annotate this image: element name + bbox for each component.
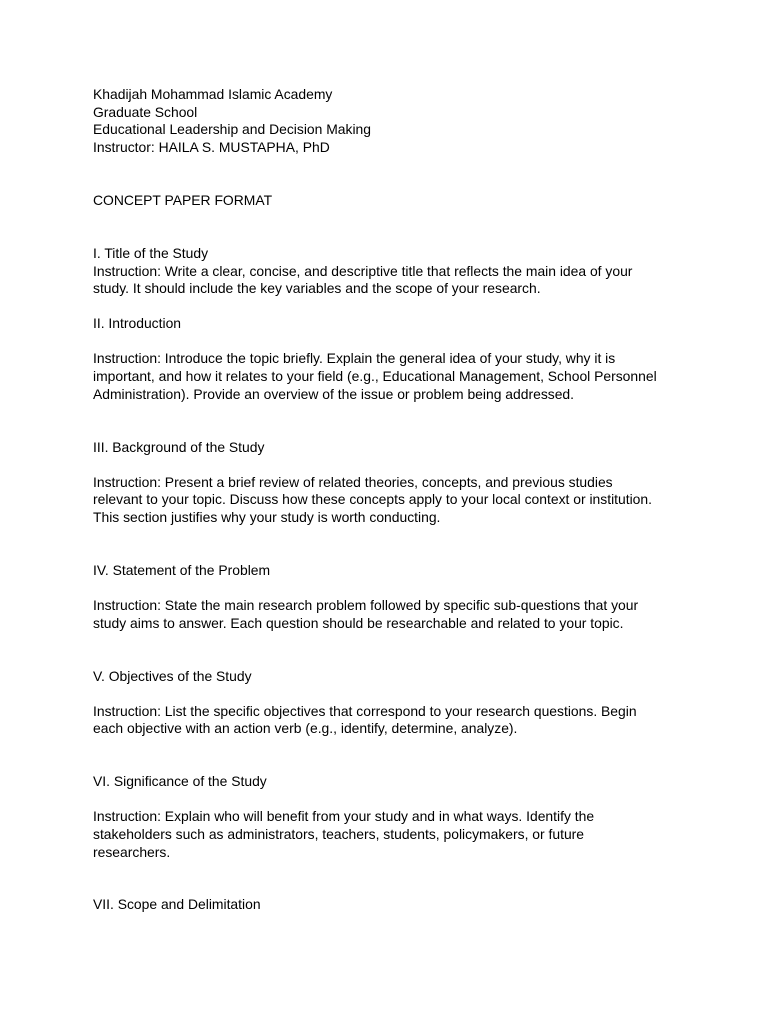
section-background [93,439,683,527]
section-significance [93,773,683,861]
instructor-name: Instructor: HAILA S. MUSTAPHA, PhD [93,139,330,156]
section-title-of-study [93,245,683,298]
section-heading: V. Objectives of the Study [93,667,252,684]
section-objectives [93,668,683,738]
document-header [93,86,683,157]
section-heading: III. Background of the Study [93,438,265,455]
section-instruction: Instruction: State the main research problem followed by specific sub-questions that your study aims to answer. Each question should be researchable and related to your topic. [93,596,639,631]
section-heading: I. Title of the Study [93,245,209,262]
section-scope-delimitation [93,896,683,914]
section-introduction [93,315,683,403]
document-page [93,86,683,914]
section-instruction: Instruction: Present a brief review of related theories, concepts, and previous studies relevant to your topic. Discuss how these concepts apply to your local context or institution. This section justifies why your study is worth conducting. [93,473,652,526]
section-heading: VII. Scope and Delimitation [93,896,261,913]
school-name: Graduate School [93,103,198,120]
section-heading: IV. Statement of the Problem [93,561,271,578]
section-heading: VI. Significance of the Study [93,773,267,790]
course-name: Educational Leadership and Decision Making [93,121,371,138]
section-instruction: Instruction: Explain who will benefit from your study and in what ways. Identify the stakeholders such as administrators, teachers, students, policymakers, or future researchers. [93,808,595,860]
section-instruction: Instruction: Introduce the topic briefly. Explain the general idea of your study, why it is important, and how it relates to your field (e.g., Educational Management, School Personnel Administration). Provide an overview of the issue or problem being addressed. [93,350,657,402]
section-instruction: Instruction: Write a clear, concise, and descriptive title that reflects the main idea of your study. It should include the key variables and the scope of your research. [93,262,633,297]
document-title: CONCEPT PAPER FORMAT [93,191,273,208]
section-statement-of-problem [93,562,683,632]
institution-name: Khadijah Mohammad Islamic Academy [93,86,333,102]
section-instruction: Instruction: List the specific objectives that correspond to your research questions. Begin each objective with an action verb (e.g., identify, determine, analyze). [93,702,637,737]
section-heading: II. Introduction [93,315,182,332]
